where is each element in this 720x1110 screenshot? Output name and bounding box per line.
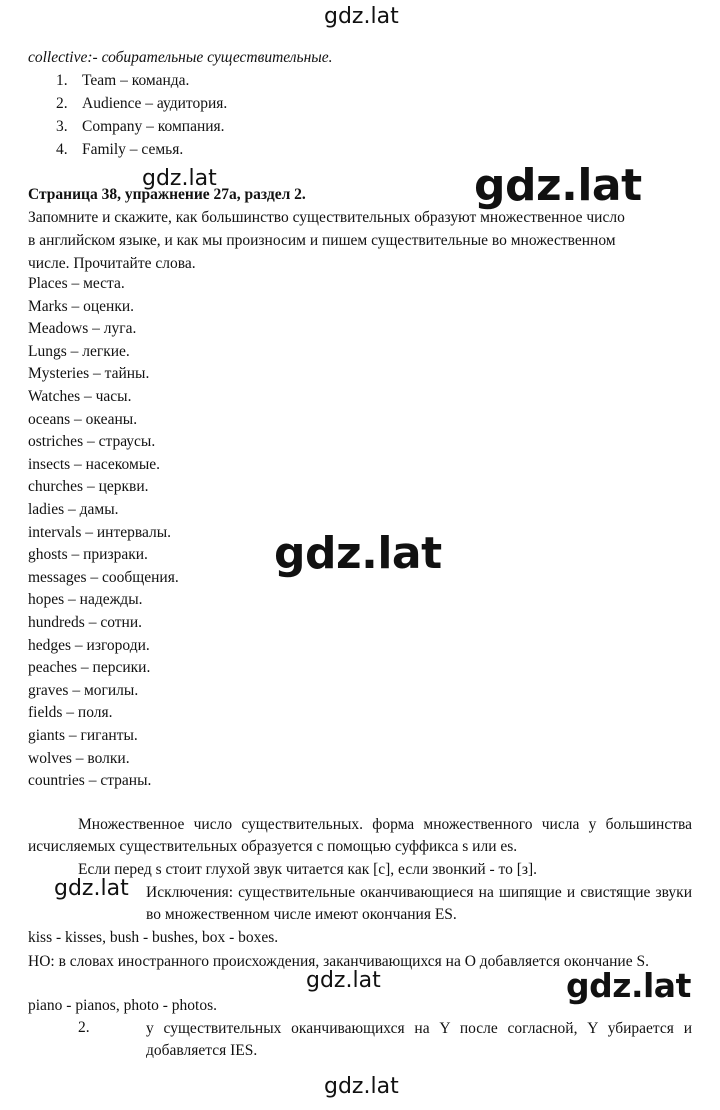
example-line: piano - pianos, photo - photos. (28, 997, 217, 1014)
rule-item-number: 2. (78, 1019, 90, 1036)
list-item-number: 2. (56, 95, 68, 112)
watermark-bottom: gdz.lat (324, 1074, 399, 1099)
word-list-item: intervals – интервалы. (28, 523, 172, 541)
watermark-lower-center: gdz.lat (306, 968, 381, 993)
word-list-item: ghosts – призраки. (28, 546, 148, 564)
word-list-item: ostriches – страусы. (28, 433, 156, 451)
list-item: Company – компания. (82, 118, 225, 135)
word-list-item: Meadows – луга. (28, 320, 137, 338)
instruction-line: Запомните и скажите, как большинство существительных образуют множественное число (28, 209, 625, 226)
word-list-item: messages – сообщения. (28, 568, 179, 586)
word-list-item: Mysteries – тайны. (28, 365, 150, 383)
word-list-item: churches – церкви. (28, 478, 149, 496)
exercise-heading: Страница 38, упражнение 27а, раздел 2. (28, 186, 306, 203)
rule-item-text: у существительных оканчивающихся на Y после согласной, Y убирается и добавляется IES. (146, 1020, 692, 1059)
word-list-item: oceans – океаны. (28, 410, 138, 428)
word-list-item: Places – места. (28, 275, 125, 292)
word-list-item: hedges – изгороди. (28, 636, 150, 654)
list-item-number: 4. (56, 141, 68, 158)
rule-paragraph: Если перед s стоит глухой звук читается как [с], если звонкий - то [з]. (78, 861, 538, 878)
word-list-item: wolves – волки. (28, 749, 130, 767)
list-item: Audience – аудитория. (82, 95, 228, 112)
watermark-top: gdz.lat (324, 4, 399, 29)
instruction-line: в английском языке, и как мы произносим и пишем существительные во множественном (28, 232, 616, 249)
rule-exceptions: Исключения: существительные оканчивающиеся на шипящие и свистящие звуки во множественном числе имеют окончания ES. (146, 884, 692, 923)
watermark-mid-big: gdz.lat (474, 160, 642, 211)
rule-paragraph: Множественное число существительных. форма множественного числа у большинства исчисляемых существительных образуется с помощью суффикса s или es. (28, 816, 692, 855)
watermark-lower-right: gdz.lat (566, 966, 691, 1005)
rule-note: НО: в словах иностранного происхождения, заканчивающихся на O добавляется окончание S. (28, 953, 649, 970)
watermark-lower-left: gdz.lat (54, 876, 129, 901)
word-list-item: graves – могилы. (28, 681, 139, 699)
word-list-item: Watches – часы. (28, 388, 132, 405)
word-list-item: insects – насекомые. (28, 455, 160, 473)
list-item: Team – команда. (82, 72, 190, 89)
word-list-item: hopes – надежды. (28, 591, 143, 609)
collective-heading: collective:- собирательные существительные. (28, 49, 333, 66)
watermark-center-big: gdz.lat (274, 528, 442, 579)
word-list-item: ladies – дамы. (28, 501, 119, 518)
word-list-item: Lungs – легкие. (28, 342, 130, 360)
example-line: kiss - kisses, bush - bushes, box - boxes. (28, 929, 279, 946)
list-item-number: 3. (56, 118, 68, 135)
watermark-mid-small: gdz.lat (142, 166, 217, 191)
list-item: Family – семья. (82, 141, 184, 158)
word-list-item: countries – страны. (28, 772, 152, 790)
word-list-item: peaches – персики. (28, 659, 151, 677)
word-list-item: Marks – оценки. (28, 297, 135, 315)
instruction-line: числе. Прочитайте слова. (28, 255, 196, 272)
word-list-item: hundreds – сотни. (28, 614, 142, 631)
word-list-item: giants – гиганты. (28, 727, 138, 744)
word-list-item: fields – поля. (28, 704, 113, 722)
list-item-number: 1. (56, 72, 68, 89)
